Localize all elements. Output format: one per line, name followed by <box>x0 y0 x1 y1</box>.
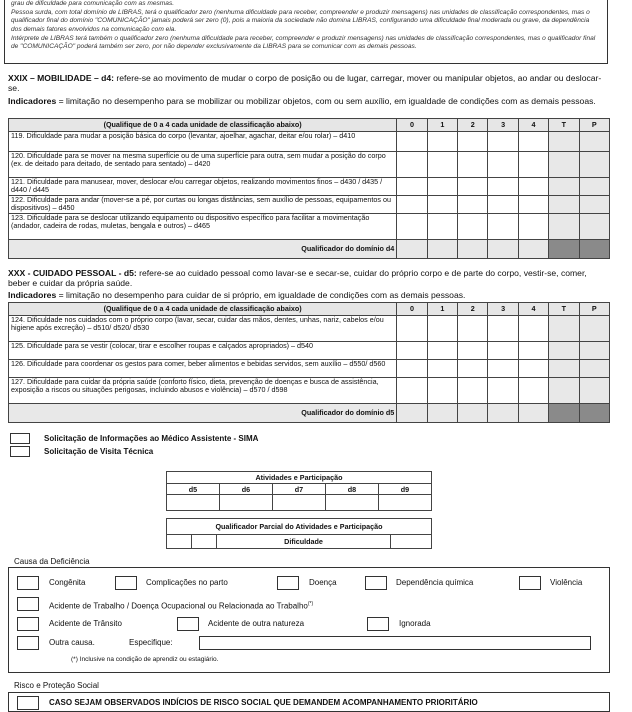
col-header: 1 <box>427 303 457 316</box>
score-cell[interactable] <box>488 214 518 240</box>
sima-checkbox[interactable] <box>10 433 30 444</box>
section-title-d4: XXIX – MOBILIDADE – d4: refere-se ao movimento de mudar o corpo de posição ou de lugar, carregar, mover ou manipular objetos, ao andar ou deslocar-se. <box>8 73 602 93</box>
value-cell[interactable] <box>378 495 431 511</box>
table-row <box>9 360 610 378</box>
indicators-d4: Indicadores = limitação no desempenho para se mobilizar ou mobilizar objetos, com ou sem auxílio, em igualdade de condições com as demais pessoas. <box>8 96 596 106</box>
violencia-checkbox[interactable] <box>519 576 541 590</box>
ignorada-label: Ignorada <box>399 619 431 628</box>
note-text: grau de dificuldade para comunicação com as mesmas. <box>11 0 175 7</box>
total-cell <box>549 316 579 342</box>
quimica-label: Dependência química <box>396 578 474 587</box>
score-cell[interactable] <box>397 342 427 360</box>
qualifier-total-cell[interactable] <box>549 404 579 423</box>
causa-box <box>8 567 610 673</box>
outra-natureza-label: Acidente de outra natureza <box>208 619 305 628</box>
score-cell[interactable] <box>458 178 488 196</box>
total-cell <box>549 360 579 378</box>
outra-causa-label: Outra causa. <box>49 638 95 647</box>
blank-cell <box>518 240 548 259</box>
doenca-label: Doença <box>309 578 337 587</box>
partial-cell <box>579 132 609 152</box>
col-header: 0 <box>397 119 427 132</box>
outra-causa-checkbox[interactable] <box>17 636 39 650</box>
table-row <box>9 378 610 404</box>
score-cell[interactable] <box>488 178 518 196</box>
visita-checkbox[interactable] <box>10 446 30 457</box>
total-cell <box>549 132 579 152</box>
score-cell[interactable] <box>488 316 518 342</box>
especifique-label: Especifique: <box>129 638 173 647</box>
value-cell[interactable] <box>192 535 217 549</box>
table-row <box>9 196 610 214</box>
score-cell[interactable] <box>518 178 548 196</box>
atividades-table <box>166 471 432 511</box>
table-d4 <box>8 118 610 259</box>
value-cell[interactable] <box>391 535 432 549</box>
score-cell[interactable] <box>488 196 518 214</box>
row-label: 125. Dificuldade para se vestir (colocar, tirar e escolher roupas e calçados apropriados) – d540 <box>9 342 397 360</box>
score-cell[interactable] <box>397 316 427 342</box>
note-text: Intérprete de LIBRAS terá também o qualificador zero (nenhuma dificuldade para receber, compreender e produzir mensagens) nas unidades de classificação correspondentes, mas o qualificador final de "COMUNICAÇÃO" poderá também ser zero, por não depender exclusivamente da LIBRAS para se comunicar com as demais pessoas. <box>11 34 596 51</box>
partial-cell <box>579 378 609 404</box>
total-cell <box>549 378 579 404</box>
score-cell[interactable] <box>427 196 457 214</box>
parcial-table <box>166 518 432 549</box>
qualifier-row <box>9 404 610 423</box>
sima-label: Solicitação de Informações ao Médico Assistente - SIMA <box>44 434 259 443</box>
score-cell[interactable] <box>518 214 548 240</box>
score-cell[interactable] <box>518 316 548 342</box>
blank-cell <box>488 240 518 259</box>
col-header: d9 <box>378 484 431 495</box>
violencia-label: Violência <box>550 578 583 587</box>
blank-cell <box>488 404 518 423</box>
value-cell[interactable] <box>167 495 220 511</box>
doenca-checkbox[interactable] <box>277 576 299 590</box>
score-cell[interactable] <box>518 196 548 214</box>
blank-cell <box>397 404 427 423</box>
indicators-d5: Indicadores = limitação no desempenho para cuidar de si próprio, em igualdade de condições com as demais pessoas. <box>8 290 466 300</box>
risco-checkbox[interactable] <box>17 696 39 710</box>
score-cell[interactable] <box>427 132 457 152</box>
score-cell[interactable] <box>427 378 457 404</box>
atividades-title: Atividades e Participação <box>167 472 432 484</box>
congenita-label: Congênita <box>49 578 86 587</box>
col-header: T <box>549 119 579 132</box>
table-row <box>9 178 610 196</box>
table-row <box>9 214 610 240</box>
note-text: Pessoa surda, com total domínio de LIBRAS, terá o qualificador zero (nenhuma dificuldade para receber, compreender e produzir mensagens) nas unidades de classificação correspondentes, mas o qualificador final do domínio "COMUNICAÇÃO" jamais poderá ser zero (0), pois a maioria da sociedade não domina LIBRAS, configurando uma dificuldade final moderada ou grave, da dependência dos demais fatores envolvidos na comunicação com ela. <box>11 9 590 33</box>
score-cell[interactable] <box>518 342 548 360</box>
score-cell[interactable] <box>488 132 518 152</box>
col-header: P <box>579 119 609 132</box>
score-cell[interactable] <box>458 132 488 152</box>
col-header: 0 <box>397 303 427 316</box>
score-cell[interactable] <box>427 316 457 342</box>
score-cell[interactable] <box>427 360 457 378</box>
col-header: 3 <box>488 119 518 132</box>
section-title-d5: XXX - CUIDADO PESSOAL - d5: refere-se ao cuidado pessoal como lavar-se e secar-se, cuidar do próprio corpo e de parte do corpo, vestir-se, comer, beber e cuidar da própria saúde. <box>8 268 587 288</box>
score-cell[interactable] <box>397 196 427 214</box>
row-label: 121. Dificuldade para manusear, mover, deslocar e/ou carregar objetos, realizando movimentos finos – d430 / d435 / d440 / d445 <box>9 178 397 196</box>
blank-cell <box>518 404 548 423</box>
table-row <box>9 132 610 152</box>
total-cell <box>549 214 579 240</box>
total-cell <box>549 152 579 178</box>
col-header: T <box>549 303 579 316</box>
table-row <box>9 152 610 178</box>
col-header: 2 <box>458 119 488 132</box>
score-cell[interactable] <box>518 152 548 178</box>
risco-box <box>8 692 610 712</box>
parto-label: Complicações no parto <box>146 578 228 587</box>
qualifier-partial-cell[interactable] <box>579 404 609 423</box>
table-row <box>9 316 610 342</box>
qualifier-label: Qualificador do domínio d4 <box>9 240 397 259</box>
risco-title: Risco e Proteção Social <box>14 681 99 690</box>
value-cell[interactable] <box>219 495 272 511</box>
quimica-checkbox[interactable] <box>365 576 387 590</box>
score-cell[interactable] <box>458 196 488 214</box>
partial-cell <box>579 178 609 196</box>
value-cell[interactable] <box>167 535 192 549</box>
col-header: d8 <box>325 484 378 495</box>
score-cell[interactable] <box>397 132 427 152</box>
score-cell[interactable] <box>488 342 518 360</box>
partial-cell <box>579 360 609 378</box>
score-cell[interactable] <box>458 316 488 342</box>
score-cell[interactable] <box>397 152 427 178</box>
row-label: 126. Dificuldade para coordenar os gestos para comer, beber alimentos e bebidas servidos, sem auxílio – d550/ d560 <box>9 360 397 378</box>
score-cell[interactable] <box>427 342 457 360</box>
score-cell[interactable] <box>458 342 488 360</box>
table-header: (Qualifique de 0 a 4 cada unidade de classificação abaixo) <box>9 303 397 316</box>
transito-label: Acidente de Trânsito <box>49 619 122 628</box>
row-label: 124. Dificuldade nos cuidados com o próprio corpo (lavar, secar, cuidar das mãos, dentes, unhas, nariz, cabelos e/ou higiene após excreção) – d510/ d520/ d530 <box>9 316 397 342</box>
score-cell[interactable] <box>397 214 427 240</box>
transito-checkbox[interactable] <box>17 617 39 631</box>
row-label: 120. Dificuldade para se mover na mesma superfície ou de uma superfície para outra, sem mudar a posição do corpo (ex. de deitado para deitado, de sentado para sentado) – d420 <box>9 152 397 178</box>
especifique-field[interactable] <box>199 636 591 650</box>
risco-label: CASO SEJAM OBSERVADOS INDÍCIOS DE RISCO SOCIAL QUE DEMANDEM ACOMPANHAMENTO PRIORITÁRIO <box>49 698 478 707</box>
congenita-checkbox[interactable] <box>17 576 39 590</box>
qualifier-total-cell[interactable] <box>549 240 579 259</box>
score-cell[interactable] <box>518 132 548 152</box>
partial-cell <box>579 214 609 240</box>
score-cell[interactable] <box>458 378 488 404</box>
ignorada-checkbox[interactable] <box>367 617 389 631</box>
score-cell[interactable] <box>488 360 518 378</box>
qualifier-label: Qualificador do domínio d5 <box>9 404 397 423</box>
partial-cell <box>579 196 609 214</box>
col-header: d6 <box>219 484 272 495</box>
score-cell[interactable] <box>488 152 518 178</box>
visita-label: Solicitação de Visita Técnica <box>44 447 154 456</box>
total-cell <box>549 342 579 360</box>
blank-cell <box>458 240 488 259</box>
row-label: 122. Dificuldade para andar (mover-se a pé, por curtas ou longas distâncias, sem auxílio de pessoas, equipamentos ou dispositivos) – d450 <box>9 196 397 214</box>
score-cell[interactable] <box>427 178 457 196</box>
parcial-title: Qualificador Parcial do Atividades e Participação <box>167 519 432 535</box>
qualifier-row <box>9 240 610 259</box>
score-cell[interactable] <box>458 360 488 378</box>
value-cell[interactable] <box>272 495 325 511</box>
score-cell[interactable] <box>488 378 518 404</box>
score-cell[interactable] <box>518 360 548 378</box>
score-cell[interactable] <box>458 152 488 178</box>
col-header: d5 <box>167 484 220 495</box>
table-d5 <box>8 302 610 423</box>
blank-cell <box>397 240 427 259</box>
dificuldade-label: Dificuldade <box>217 535 391 549</box>
score-cell[interactable] <box>427 214 457 240</box>
causa-title: Causa da Deficiência <box>14 557 90 566</box>
score-cell[interactable] <box>397 360 427 378</box>
trabalho-checkbox[interactable] <box>17 597 39 611</box>
score-cell[interactable] <box>458 214 488 240</box>
row-label: 127. Dificuldade para cuidar da própria saúde (conforto físico, dieta, prevenção de doenças e busca de assistência, exposição a riscos ou situações perigosas, incluindo abusos e violência) – d570 / d598 <box>9 378 397 404</box>
col-header: 4 <box>518 303 548 316</box>
partial-cell <box>579 342 609 360</box>
table-row <box>9 342 610 360</box>
blank-cell <box>427 240 457 259</box>
total-cell <box>549 178 579 196</box>
col-header: 4 <box>518 119 548 132</box>
table-header: (Qualifique de 0 a 4 cada unidade de classificação abaixo) <box>9 119 397 132</box>
value-cell[interactable] <box>325 495 378 511</box>
total-cell <box>549 196 579 214</box>
row-label: 123. Dificuldade para se deslocar utilizando equipamento ou dispositivo específico para facilitar a movimentação (andador, cadeira de rodas, muletas, bengala e outros) – d465 <box>9 214 397 240</box>
col-header: d7 <box>272 484 325 495</box>
causa-footnote: (*) Inclusive na condição de aprendiz ou estagiário. <box>71 656 219 663</box>
score-cell[interactable] <box>518 378 548 404</box>
qualifier-partial-cell[interactable] <box>579 240 609 259</box>
partial-cell <box>579 152 609 178</box>
trabalho-label: Acidente de Trabalho / Doença Ocupacional ou Relacionada ao Trabalho(*) <box>49 601 314 611</box>
notes-box <box>4 0 608 64</box>
blank-cell <box>458 404 488 423</box>
score-cell[interactable] <box>397 378 427 404</box>
col-header: 1 <box>427 119 457 132</box>
row-label: 119. Dificuldade para mudar a posição básica do corpo (levantar, ajoelhar, agachar, deitar e/ou rolar) – d410 <box>9 132 397 152</box>
col-header: 2 <box>458 303 488 316</box>
blank-cell <box>427 404 457 423</box>
col-header: 3 <box>488 303 518 316</box>
col-header: P <box>579 303 609 316</box>
score-cell[interactable] <box>427 152 457 178</box>
parto-checkbox[interactable] <box>115 576 137 590</box>
outra-natureza-checkbox[interactable] <box>177 617 199 631</box>
partial-cell <box>579 316 609 342</box>
score-cell[interactable] <box>397 178 427 196</box>
